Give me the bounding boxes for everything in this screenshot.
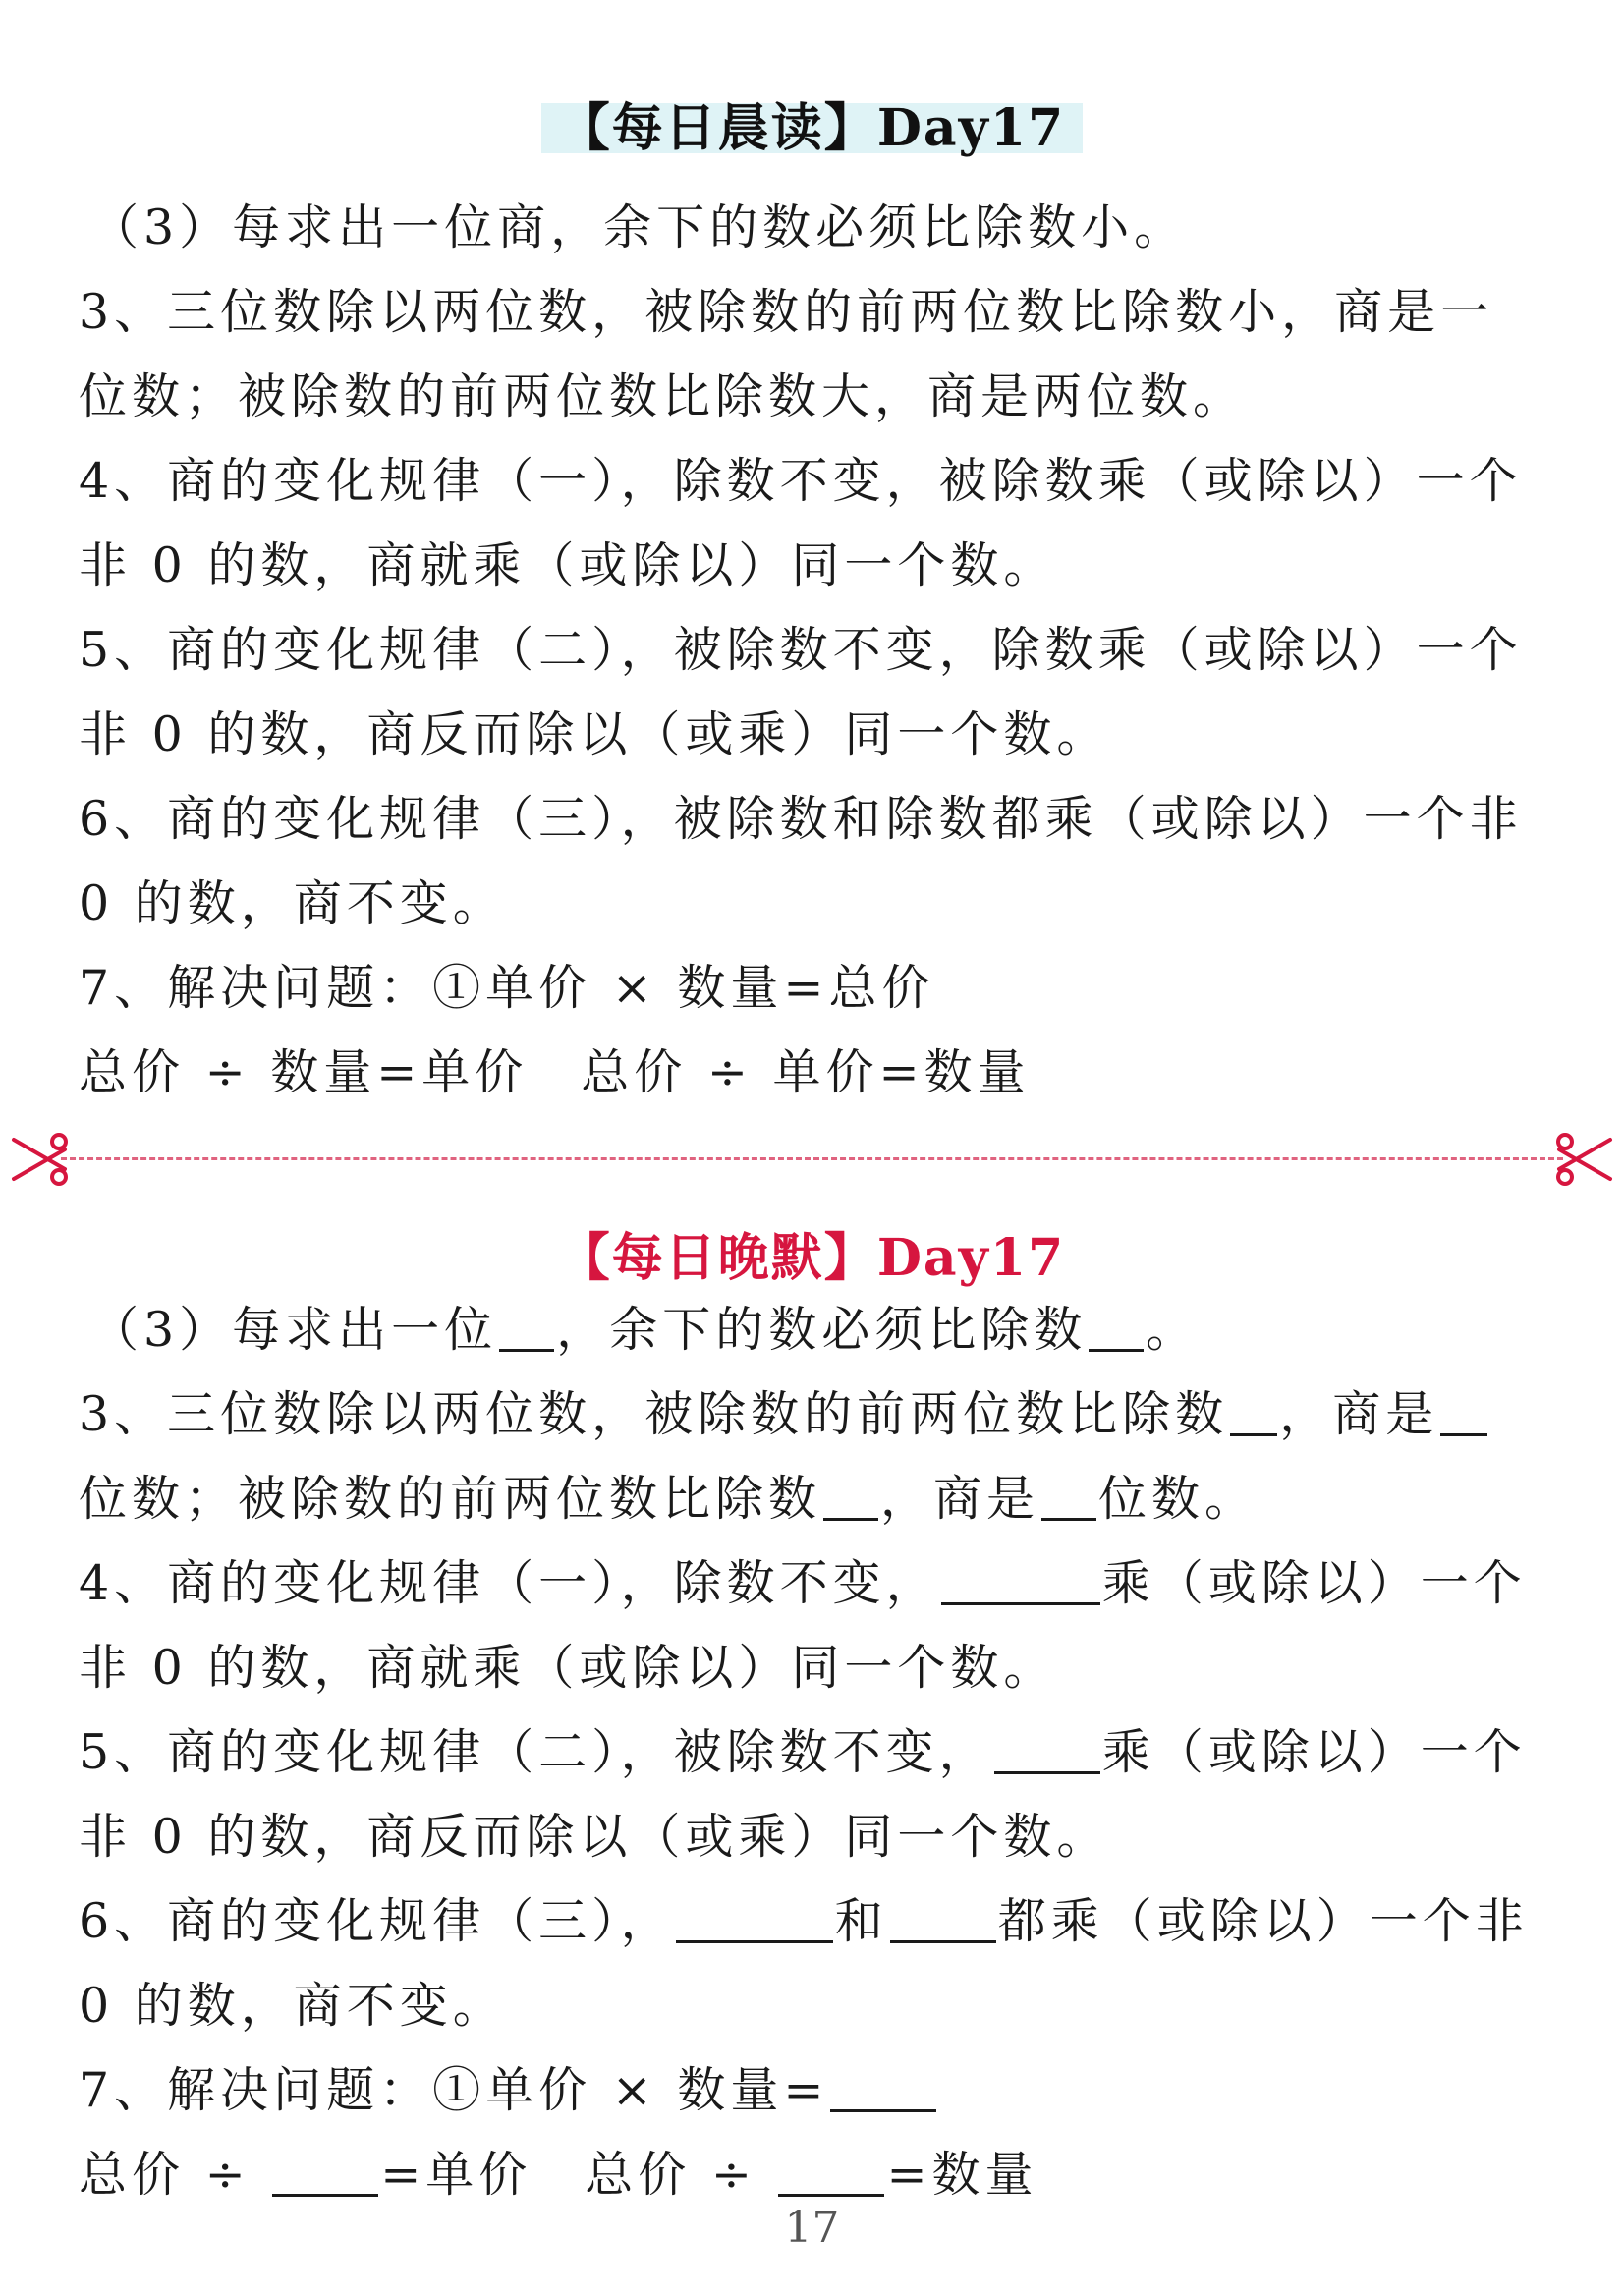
- fill-blank[interactable]: [1041, 1479, 1096, 1521]
- fill-blank[interactable]: [778, 2155, 884, 2197]
- morning-title: [0, 86, 1624, 160]
- fill-blank[interactable]: [1230, 1394, 1277, 1436]
- evening-line-8-text-a: 6、商的变化规律（三），: [79, 1893, 674, 1949]
- evening-line-4-text-a: 4、商的变化规律（一），除数不变，: [79, 1555, 939, 1611]
- evening-line-2-text-b: ，商是: [1279, 1386, 1439, 1442]
- morning-line-5: 非 0 的数，商就乘（或除以）同一个数。: [79, 537, 1057, 593]
- evening-line-3-text-a: 位数；被除数的前两位数比除数: [79, 1471, 822, 1527]
- morning-line-10: 7、解决问题：①单价 × 数量=总价: [79, 960, 935, 1016]
- fill-blank[interactable]: [676, 1901, 833, 1943]
- page-number: 17: [784, 2203, 840, 2253]
- morning-line-6: 5、商的变化规律（二），被除数不变，除数乘（或除以）一个: [79, 622, 1523, 678]
- fill-blank[interactable]: [1440, 1394, 1487, 1436]
- evening-line-1-text-c: 。: [1146, 1302, 1200, 1358]
- evening-line-6: [79, 1723, 1527, 1782]
- evening-title: [0, 1216, 1624, 1290]
- evening-line-8-text-b: 和: [834, 1893, 888, 1949]
- evening-line-6-text-a: 5、商的变化规律（二），被除数不变，: [79, 1724, 992, 1780]
- scissors-icon: [1553, 1130, 1616, 1189]
- fill-blank[interactable]: [499, 1310, 554, 1352]
- morning-line-4: 4、商的变化规律（一），除数不变，被除数乘（或除以）一个: [79, 453, 1523, 509]
- fill-blank[interactable]: [941, 1563, 1100, 1605]
- fill-blank[interactable]: [890, 1901, 996, 1943]
- evening-line-1-text-a: （3）每求出一位: [90, 1302, 498, 1358]
- evening-line-1: [90, 1301, 1199, 1360]
- evening-title-highlight: [541, 1228, 1083, 1288]
- evening-line-10: [79, 2061, 938, 2120]
- morning-line-2: 3、三位数除以两位数，被除数的前两位数比除数小，商是一: [79, 284, 1494, 340]
- evening-line-3: [79, 1470, 1258, 1529]
- evening-line-1-text-b: ，余下的数必须比除数: [556, 1302, 1088, 1358]
- evening-line-4: [79, 1554, 1527, 1613]
- morning-title-highlight: [541, 98, 1083, 158]
- evening-line-11: [79, 2146, 1038, 2205]
- morning-line-8: 6、商的变化规律（三），被除数和除数都乘（或除以）一个非: [79, 791, 1523, 847]
- evening-line-3-text-b: ，商是: [880, 1471, 1040, 1527]
- evening-line-11-text-a: 总价 ÷: [79, 2147, 271, 2203]
- fill-blank[interactable]: [272, 2155, 378, 2197]
- evening-line-2-text-a: 3、三位数除以两位数，被除数的前两位数比除数: [79, 1386, 1229, 1442]
- evening-line-8: [79, 1892, 1529, 1951]
- evening-line-11-text-c: =数量: [886, 2147, 1038, 2203]
- fill-blank[interactable]: [830, 2070, 936, 2112]
- morning-title-prefix: 【每日晨读】: [558, 98, 877, 158]
- evening-line-11-text-b: =单价 总价 ÷: [380, 2147, 777, 2203]
- evening-line-6-text-b: 乘（或除以）一个: [1101, 1724, 1527, 1780]
- evening-line-3-text-c: 位数。: [1098, 1471, 1259, 1527]
- fill-blank[interactable]: [994, 1732, 1100, 1774]
- evening-line-10-text-a: 7、解决问题：①单价 × 数量=: [79, 2062, 829, 2118]
- morning-line-11: 总价 ÷ 数量=单价 总价 ÷ 单价=数量: [79, 1044, 1031, 1100]
- fill-blank[interactable]: [1089, 1310, 1144, 1352]
- evening-title-day: Day17: [876, 1228, 1066, 1288]
- evening-line-7: 非 0 的数，商反而除以（或乘）同一个数。: [79, 1809, 1110, 1865]
- morning-title-day: Day17: [876, 98, 1066, 158]
- evening-title-prefix: 【每日晚默】: [558, 1228, 877, 1288]
- fill-blank[interactable]: [823, 1479, 878, 1521]
- evening-line-8-text-c: 都乘（或除以）一个非: [997, 1893, 1529, 1949]
- morning-line-3: 位数；被除数的前两位数比除数大，商是两位数。: [79, 368, 1247, 424]
- evening-line-5: 非 0 的数，商就乘（或除以）同一个数。: [79, 1640, 1057, 1696]
- morning-line-1: （3）每求出一位商，余下的数必须比除数小。: [90, 199, 1188, 255]
- morning-line-7: 非 0 的数，商反而除以（或乘）同一个数。: [79, 706, 1110, 762]
- evening-line-2: [79, 1385, 1489, 1444]
- morning-line-9: 0 的数，商不变。: [79, 875, 506, 931]
- cut-line: [61, 1157, 1563, 1160]
- evening-line-4-text-b: 乘（或除以）一个: [1101, 1555, 1527, 1611]
- evening-line-9: 0 的数，商不变。: [79, 1978, 506, 2034]
